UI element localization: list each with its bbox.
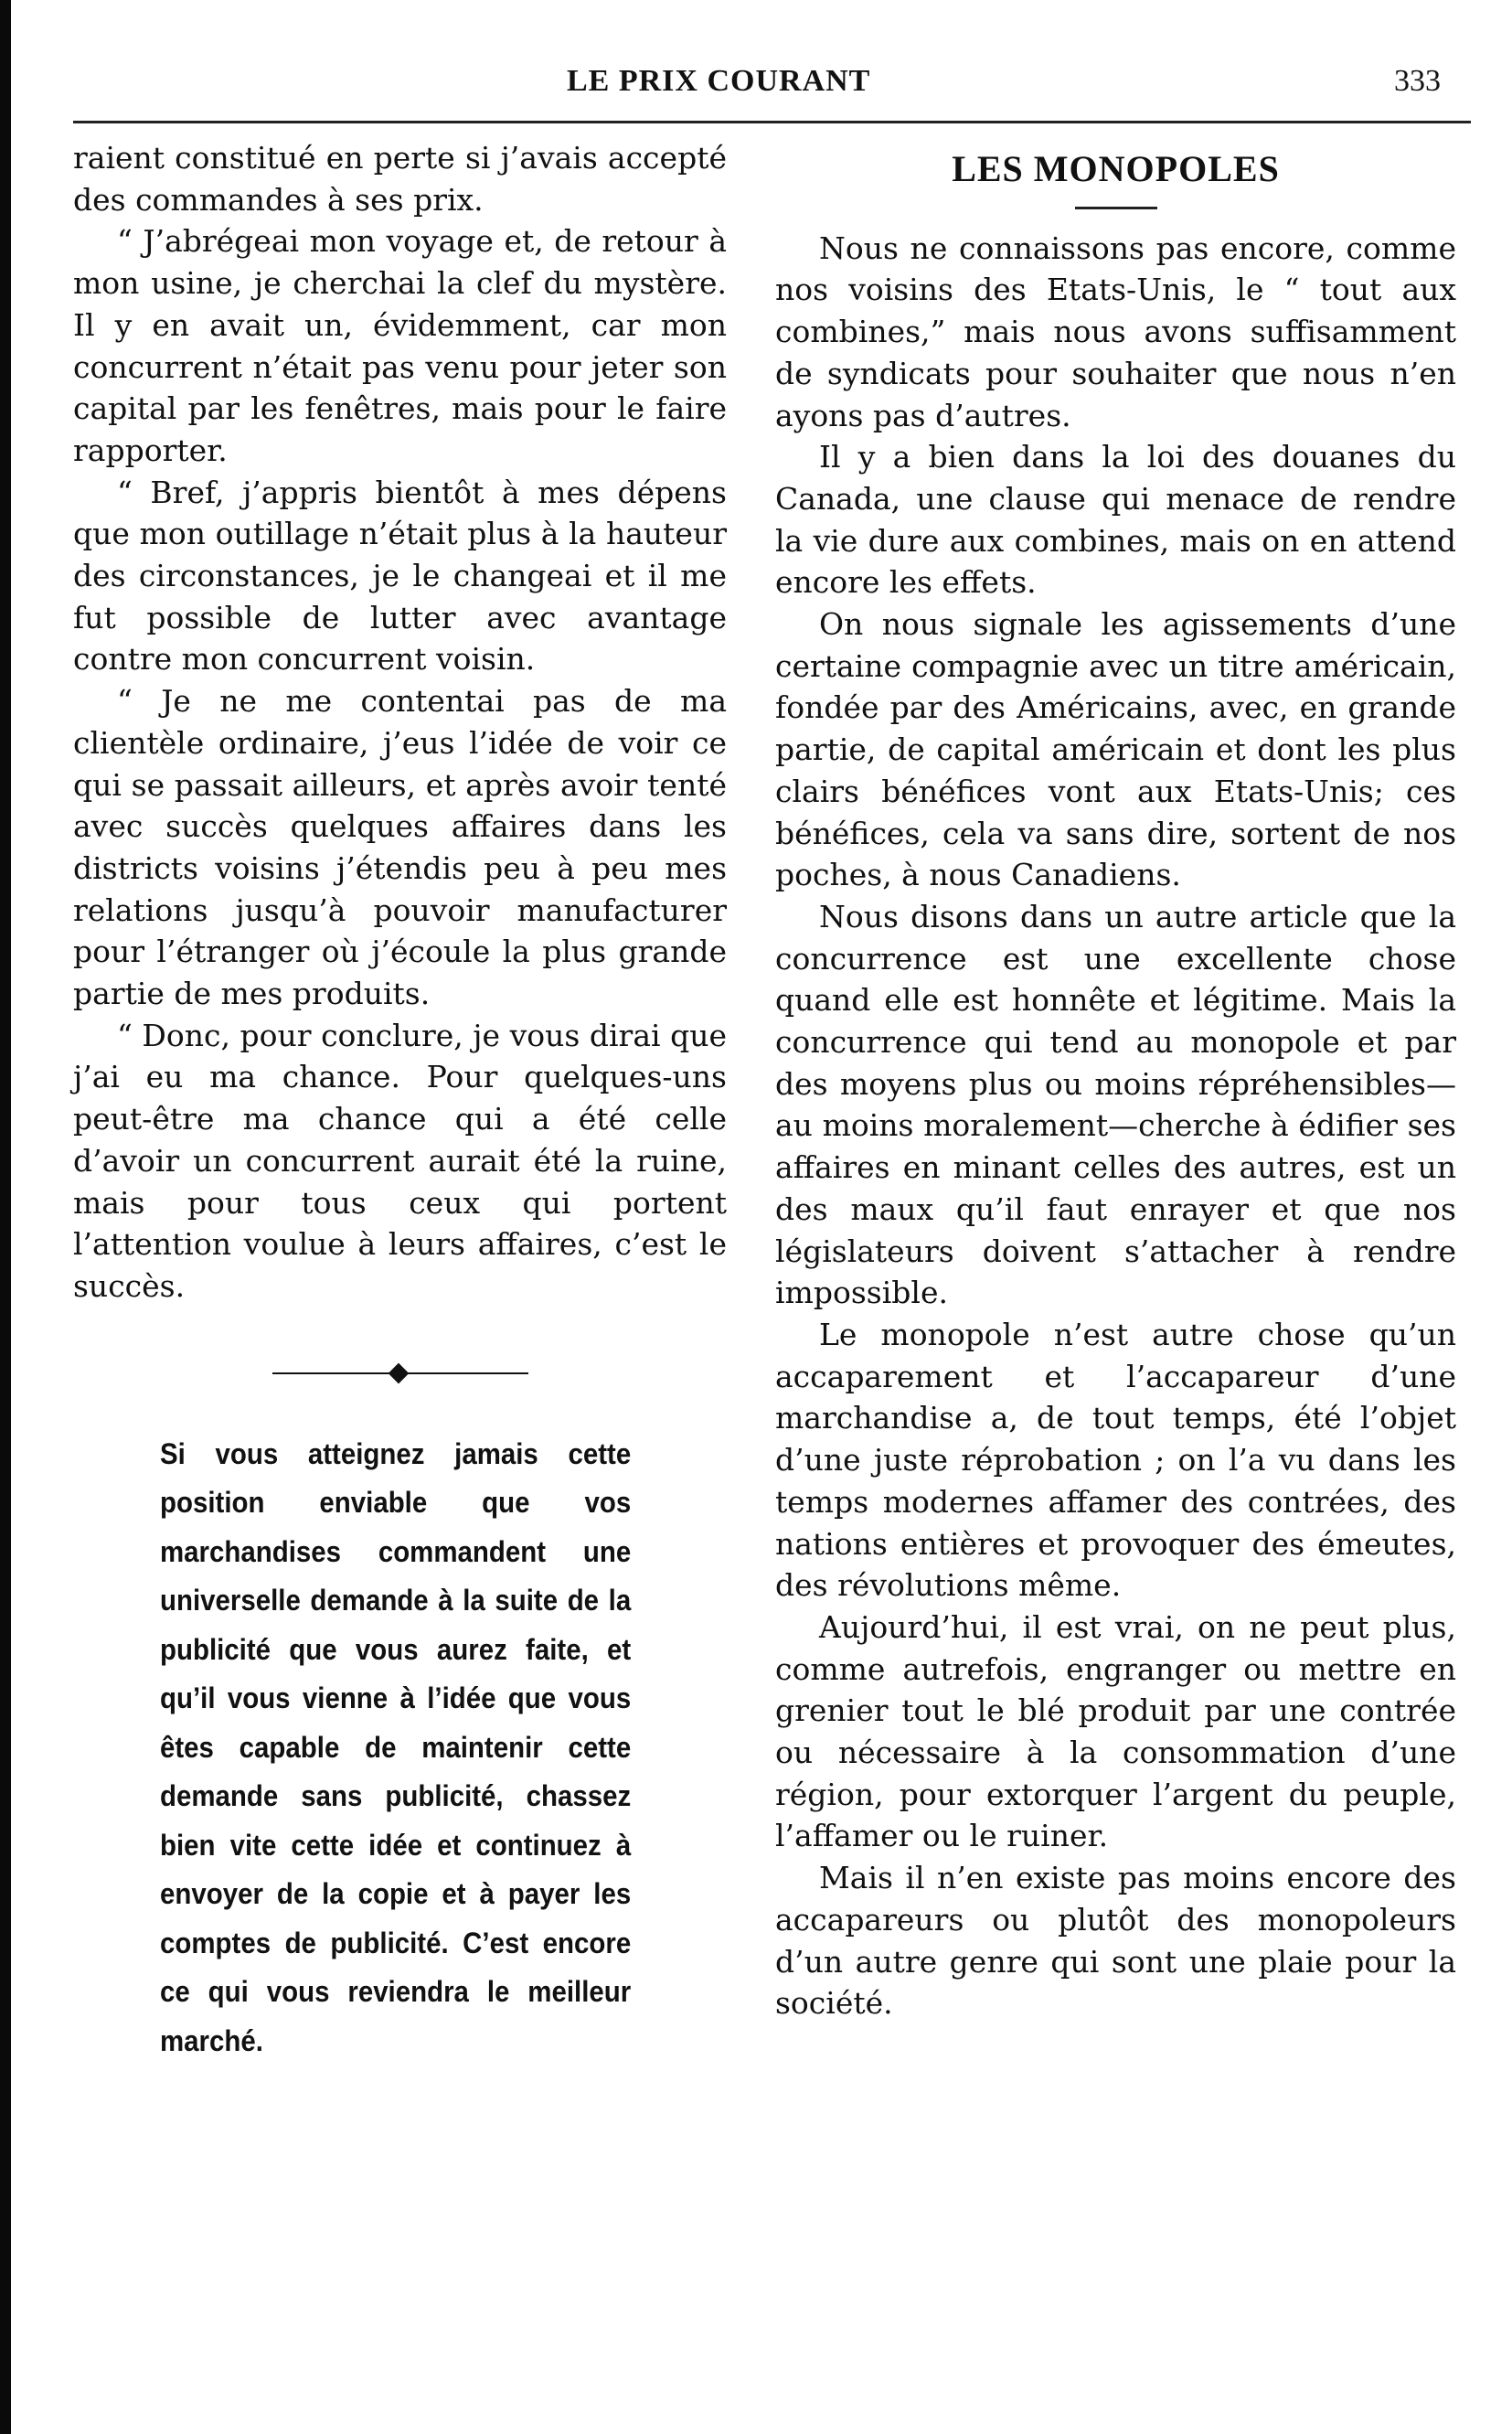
left-paragraph: “ Je ne me contentai pas de ma clientèle ordinaire, j’eus l’idée de voir ce qui se passait ailleurs, et après avoir tenté avec succès quelques affaires dans les districts voisins j’étendis peu à peu mes relations jusqu’à pouvoir manufacturer pour l’étranger où j’écoule la plus grande partie de mes produits. bbox=[73, 683, 727, 1012]
page-header bbox=[91, 64, 1457, 110]
diamond-icon bbox=[388, 1362, 409, 1383]
header-rule bbox=[73, 121, 1471, 123]
advertisement-notice: Si vous atteignez jamais cette position enviable que vos marchandises commandent une universelle demande à la suite de la publicité que vous aurez faite, et qu’il vous vienne à l’idée que vous êtes capable de maintenir cette demande sans publicité, chassez bien vite cette idée et continuez à envoyer de la copie et à payer les comptes de publicité. C’est encore ce qui vous reviendra le meilleur marché. bbox=[160, 1436, 632, 2057]
title-rule bbox=[1075, 207, 1157, 209]
right-paragraph: Nous ne connaissons pas encore, comme nos voisins des Etats-Unis, le “ tout aux combines,” mais nous avons suffisamment de syndicats pour souhaiter que nous n’en ayons pas d’autres. bbox=[775, 230, 1456, 433]
right-paragraph: Aujourd’hui, il est vrai, on ne peut plus, comme autrefois, engranger ou mettre en grenier tout le blé produit par une contrée ou nécessaire à la consommation d’une région, pour extorquer l’argent du peuple, l’affamer ou le ruiner. bbox=[775, 1608, 1456, 1854]
running-title: LE PRIX COURANT bbox=[567, 64, 871, 98]
right-paragraph: Le monopole n’est autre chose qu’un accaparement et l’accapareur d’une marchandise a, de tout temps, été l’objet d’une juste réprobation ; on l’a vu dans les temps modernes affamer des contrées, des nations entières et provoquer des émeutes, des révolutions même. bbox=[775, 1316, 1456, 1604]
right-column bbox=[775, 137, 1456, 2024]
section-divider-ornament bbox=[272, 1362, 528, 1384]
section-title: LES MONOPOLES bbox=[952, 148, 1280, 189]
right-paragraph: On nous signale les agissements d’une certaine compagnie avec un titre américain, fondée par des Américains, avec, en grande partie, de capital américain et dont les plus clairs bénéfices vont aux Etats-Unis; ces bénéfices, cela va sans dire, sortent de nos poches, à nous Canadiens. bbox=[775, 606, 1456, 893]
left-paragraph: “ Bref, j’appris bientôt à mes dépens que mon outillage n’était plus à la hauteur des circonstances, je le changeai et il me fut possible de lutter avec avantage contre mon concurrent voisin. bbox=[73, 474, 727, 678]
page-binding-edge bbox=[0, 0, 11, 2434]
right-paragraph: Il y a bien dans la loi des douanes du Canada, une clause qui menace de rendre la vie dure aux combines, mais on en attend encore les effets. bbox=[775, 439, 1456, 601]
left-column bbox=[73, 137, 727, 2066]
left-paragraph: “ J’abrégeai mon voyage et, de retour à mon usine, je cherchai la clef du mystère. Il y en avait un, évidemment, car mon concurrent n’était pas venu pour jeter son capital par les fenêtres, mais pour le faire rapporter. bbox=[73, 223, 727, 468]
page-number: 333 bbox=[1394, 64, 1441, 98]
left-paragraph: “ Donc, pour conclure, je vous dirai que j’ai eu ma chance. Pour quelques-uns peut-être ma chance qui a été celle d’avoir un concurrent aurait été la ruine, mais pour tous ceux qui portent l’attention voulue à leurs affaires, c’est le succès. bbox=[73, 1017, 727, 1304]
right-paragraph: Nous disons dans un autre article que la concurrence est une excellente chose quand elle est honnête et légitime. Mais la concurrence qui tend au monopole et par des moyens plus ou moins répréhensibles—au moins moralement—cherche à édifier ses affaires en minant celles des autres, est un des maux qu’il faut enrayer et que nos législateurs doivent s’attacher à rendre impossible. bbox=[775, 898, 1456, 1311]
right-paragraph: Mais il n’en existe pas moins encore des accapareurs ou plutôt des monopoleurs d’un autre genre qui sont une plaie pour la société. bbox=[775, 1860, 1456, 2022]
left-paragraph: raient constitué en perte si j’avais accepté des commandes à ses prix. bbox=[73, 140, 727, 218]
